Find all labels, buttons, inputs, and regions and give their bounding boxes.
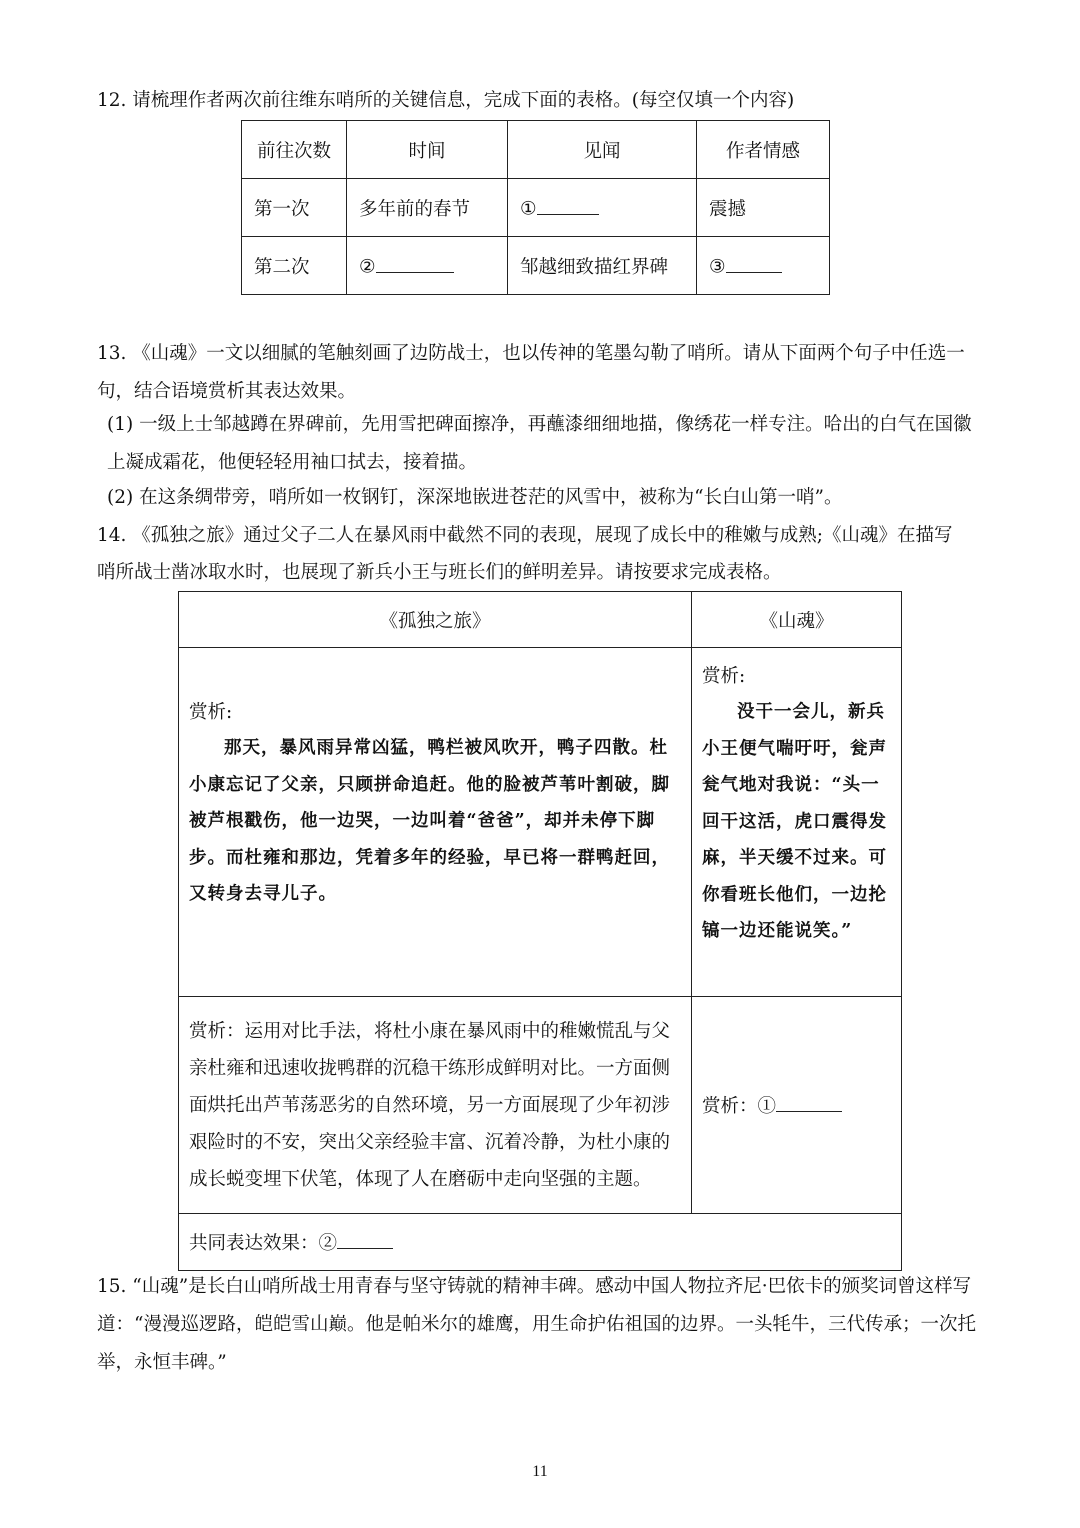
blank-marker: ③ [709,256,726,278]
answer-line [726,253,782,273]
q14-prompt-line2: 哨所战士凿冰取水时，也展现了新兵小王与班长们的鲜明差异。请按要求完成表格。 [97,562,782,583]
answer-line [337,1230,393,1250]
cell-observation-blank[interactable] [508,179,697,237]
q15-text: 15. “山魂”是长白山哨所战士用青春与坚守铸就的精神丰碑。感动中国人物拉齐尼·巴依卡的颁奖词曾这样写道：“漫漫巡逻路，皑皑雪山巅。他是帕米尔的雄鹰，用生命护佑祖国的边界。一头牦牛，三代传承；一次托举，永恒丰碑。” [97,1276,976,1373]
blank-marker: ② [359,256,376,278]
table-row [242,179,830,237]
answer-line [537,195,599,215]
excerpt-lonely-journey-cell [179,648,692,997]
cell-emotion: 震撼 [697,179,830,237]
q13-item-1: (1) 一级上士邹越蹲在界碑前，先用雪把碑面擦净，再蘸漆细细地描，像绣花一样专注。哈出的白气在国徽上凝成霜花，他便轻轻用袖口拭去，接着描。 [107,414,972,473]
col-title-lonely-journey: 《孤独之旅》 [179,592,692,648]
cell-time-blank[interactable] [347,237,508,295]
cell-visit: 第二次 [242,237,347,295]
excerpt-mountain-soul-cell [692,648,902,997]
q14-table [178,591,902,1271]
q13-prompt: 13. 《山魂》一文以细腻的笔触刻画了边防战士，也以传神的笔墨勾勒了哨所。请从下面两个句子中任选一句，结合语境赏析其表达效果。 [97,343,965,402]
analysis-lonely-journey: 赏析：运用对比手法，将杜小康在暴风雨中的稚嫩慌乱与父亲杜雍和迅速收拢鸭群的沉稳干练形成鲜明对比。一方面侧面烘托出芦苇荡恶劣的自然环境，另一方面展现了少年初涉艰险时的不安，突出父亲经验丰富、沉着冷静，为杜小康的成长蜕变埋下伏笔，体现了人在磨砺中走向坚强的主题。 [179,997,692,1214]
table-row [242,237,830,295]
header-time: 时间 [347,121,508,179]
cell-observation: 邹越细致描红界碑 [508,237,697,295]
cell-emotion-blank[interactable] [697,237,830,295]
answer-line [376,253,454,273]
q12-prompt: 12. 请梳理作者两次前往维东哨所的关键信息，完成下面的表格。(每空仅填一个内容) [97,90,795,111]
header-visit-count: 前往次数 [242,121,347,179]
q14-prompt-line1: 14. 《孤独之旅》通过父子二人在暴风雨中截然不同的表现，展现了成长中的稚嫩与成熟;《山魂》在描写 [97,525,953,546]
answer-line [776,1093,842,1113]
shared-effect-blank[interactable] [179,1214,902,1271]
blank-marker: 共同表达效果：② [189,1233,338,1254]
header-observation: 见闻 [508,121,697,179]
col-title-mountain-soul: 《山魂》 [692,592,902,648]
q13-item-2: (2) 在这条绸带旁，哨所如一枚钢钉，深深地嵌进苍茫的风雪中，被称为“长白山第一哨”。 [107,487,843,508]
excerpt-mountain-soul: 没干一会儿，新兵小王便气喘吁吁，瓮声瓮气地对我说：“头一回干这活，虎口震得发麻，半天缓不过来。可你看班长他们，一边抡镐一边还能说笑。” [702,702,887,941]
blank-marker: 赏析：① [702,1096,777,1117]
analysis-label: 赏析: [189,702,233,723]
q12-table [241,120,830,295]
page-number: 11 [532,1463,548,1480]
analysis-mountain-soul-blank[interactable] [692,997,902,1214]
cell-time: 多年前的春节 [347,179,508,237]
blank-marker: ① [520,198,537,220]
analysis-label: 赏析: [702,666,746,687]
header-emotion: 作者情感 [697,121,830,179]
excerpt-lonely-journey: 那天，暴风雨异常凶猛，鸭栏被风吹开，鸭子四散。杜小康忘记了父亲，只顾拼命追赶。他的脸被芦苇叶割破，脚被芦根戳伤，他一边哭，一边叫着“爸爸”，却并未停下脚步。而杜雍和那边，凭着多年的经验，早已将一群鸭赶回，又转身去寻儿子。 [189,738,670,904]
cell-visit: 第一次 [242,179,347,237]
